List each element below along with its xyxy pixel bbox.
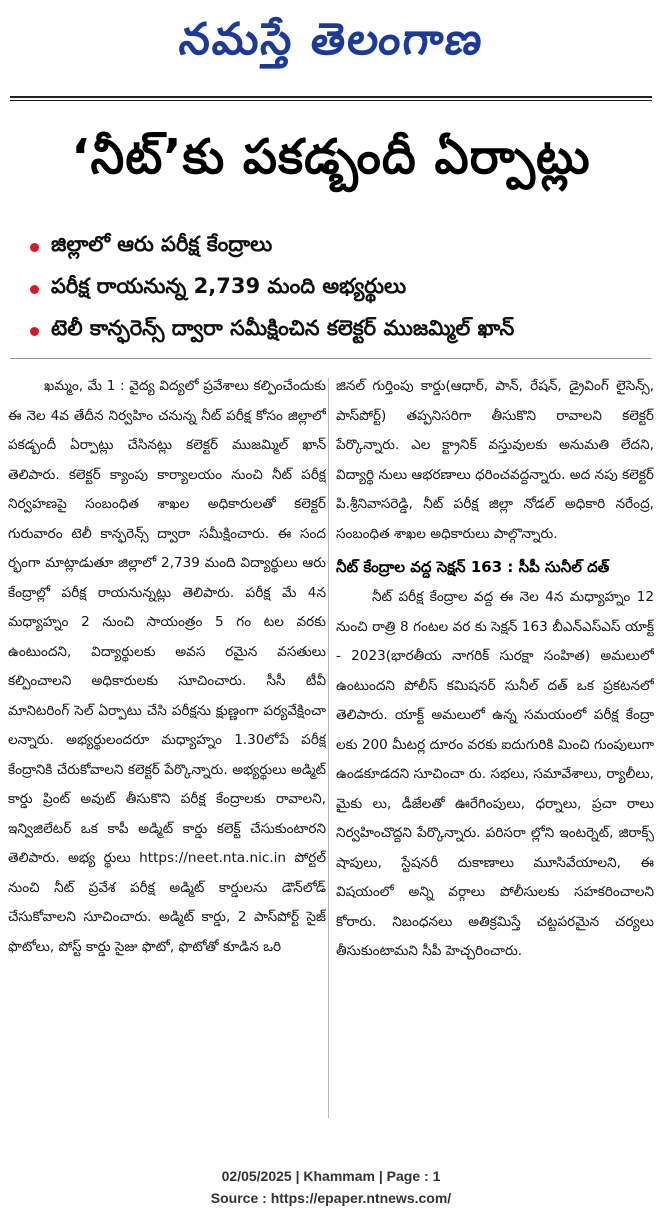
masthead-rule-thin	[10, 100, 652, 101]
footer-source: Source : https://epaper.ntnews.com/	[210, 1190, 452, 1206]
bullet-text: టెలీ కాన్ఫరెన్స్ ద్వారా సమీక్షించిన కలెక్టర్ ముజమ్మిల్ ఖాన్	[51, 316, 515, 340]
bullets-divider	[10, 358, 652, 359]
article-body-left: ఖమ్మం, మే 1 : వైద్య విద్యలో ప్రవేశాలు కల్పించేందుకు ఈ నెల 4వ తేదీన నిర్వహిం చనున్న నీట్ పరీక్ష కోసం జిల్లాలో పకడ్బందీ ఏర్పాట్లు చేసినట్లు కలెక్టర్ ముజమ్మిల్ ఖాన్ తెలిపారు. కలెక్టర్ క్యాంపు కార్యాలయం నుంచి నీట్ పరీక్ష నిర్వహణపై సంబంధిత శాఖల అధికారులతో కలెక్టర్ గురువారం టెలీ కాన్ఫరెన్స్ ద్వారా సమీక్షించారు. ఈ సంద ర్భంగా మాట్లాడుతూ జిల్లాలో 2,739 మంది విద్యార్థులు ఆరు కేంద్రాల్లో పరీక్ష రాయనున్నట్లు తెలిపారు. పరీక్ష మే 4న మధ్యాహ్నం 2 నుంచి సాయంత్రం 5 గం టల వరకు ఉంటుందని, విద్యార్థులకు అవస రమైన వసతులు కల్పించాలని అధికారులకు సూచించారు. సీసీ టీవీ మానిటరింగ్ సెల్ ఏర్పాటు చేసి పరీక్షను క్షుణ్ణంగా పర్యవేక్షించా లన్నారు. అభ్యర్థులందరూ మధ్యాహ్నం 1.30లోపే పరీక్ష కేంద్రానికి చేరుకోవాలని కలెక్టర్ పేర్కొన్నారు. అభ్యర్థులు అడ్మిట్ కార్డు ప్రింట్ అవుట్ తీసుకొని పరీక్ష కేంద్రాలకు రావాలని, ఇన్విజిలేటర్ ఒక కాపీ అడ్మిట్ కార్డు కలెక్ట్ చేసుకుంటారని తెలిపారు. అభ్య ర్థులు https://neet.nta.nic.in పోర్టల్ నుంచి నీట్ ప్రవేశ పరీక్ష అడ్మిట్ కార్డులను డౌన్‌లోడ్ చేసుకోవాలని సూచించారు. అడ్మిట్ కార్డు, 2 పాస్‌పోర్ట్ సైజ్ ఫొటోలు, పోస్ట్ కార్డు సైజు ఫొటో, ఫొటోతో కూడిన ఒరి	[8, 378, 326, 955]
article-body-right-1: జినల్ గుర్తింపు కార్డు(ఆధార్, పాన్, రేషన్, డ్రైవింగ్ లైసెన్స్, పాస్‌పోర్ట్) తప్పనిసరిగా తీసుకొని రావాలని కలెక్టర్ పేర్కొన్నారు. ఎల క్ట్రానిక్ వస్తువులకు అనుమతి లేదని, విద్యార్థి నులు ఆభరణాలు ధరించవద్దన్నారు. అద నపు కలెక్టర్ పి.శ్రీనివాసరెడ్డి, నీట్ పరీక్ష జిల్లా నోడల్ అధికారి నరేంద్ర, సంబంధిత శాఖల అధికారులు పాల్గొన్నారు.	[336, 378, 654, 542]
bullet-text: పరీక్ష రాయనున్న 2,739 మంది అభ్యర్థులు	[51, 274, 407, 298]
article-body-right-2: నీట్ పరీక్ష కేంద్రాల వద్ద ఈ నెల 4న మధ్యాహ్నం 12 నుంచి రాత్రి 8 గంటల వర కు సెక్షన్ 163 బీఎన్ఎస్ఎస్ యాక్ట్ - 2023(భారతీయ నాగరిక్ సురక్షా సంహిత) అమలులో ఉంటుందని పోలీస్ కమిషనర్ సునీల్ దత్ ఒక ప్రకటనలో తెలిపారు. యాక్ట్ అమలులో ఉన్న సమయంలో పరీక్ష కేంద్రా లకు 200 మీటర్ల దూరం వరకు ఐదుగురికి మించి గుంపులుగా ఉండకూడదని సూచించా రు. సభలు, సమావేశాలు, ర్యాలీలు, మైకు లు, డీజేలతో ఊరేగింపులు, ధర్నాలు, ప్రచా రాలు నిర్వహించొద్దని పేర్కొన్నారు. పరిసరా ల్లోని ఇంటర్నెట్, జిరాక్స్ షాపులు, స్టేషనరీ దుకాణాలు మూసివేయాలని, ఈ విషయంలో అన్ని వర్గాలు పోలీసులకు సహకరించాలని కోరారు. నిబంధనలు అతిక్రమిస్తే చట్టపరమైన చర్యలు తీసుకుంటామని సీపీ హెచ్చరించారు.	[336, 589, 654, 959]
article-column-right	[336, 372, 654, 1152]
bullet-dot-icon	[30, 285, 39, 294]
bullet-dot-icon	[30, 243, 39, 252]
article-headline	[0, 118, 662, 208]
footer-dateline: 02/05/2025 | Khammam | Page : 1	[221, 1168, 441, 1184]
bullet-item	[30, 310, 650, 352]
highlight-bullets	[30, 226, 650, 352]
bullet-text: జిల్లాలో ఆరు పరీక్ష కేంద్రాలు	[51, 232, 273, 256]
column-divider	[328, 378, 329, 1118]
masthead-title: నమస్తే తెలంగాణ	[176, 14, 487, 65]
newspaper-masthead	[0, 0, 662, 90]
bullet-dot-icon	[30, 327, 39, 336]
article-column-left	[8, 372, 326, 1152]
article-subheading: నీట్ కేంద్రాల వద్ద సెక్షన్ 163 : సీపీ సునీల్ దత్	[336, 558, 610, 576]
headline-text: ‘నీట్’కు పకడ్బందీ ఏర్పాట్లు	[71, 129, 591, 185]
bullet-item	[30, 268, 650, 310]
bullet-item	[30, 226, 650, 268]
masthead-rule	[10, 96, 652, 98]
